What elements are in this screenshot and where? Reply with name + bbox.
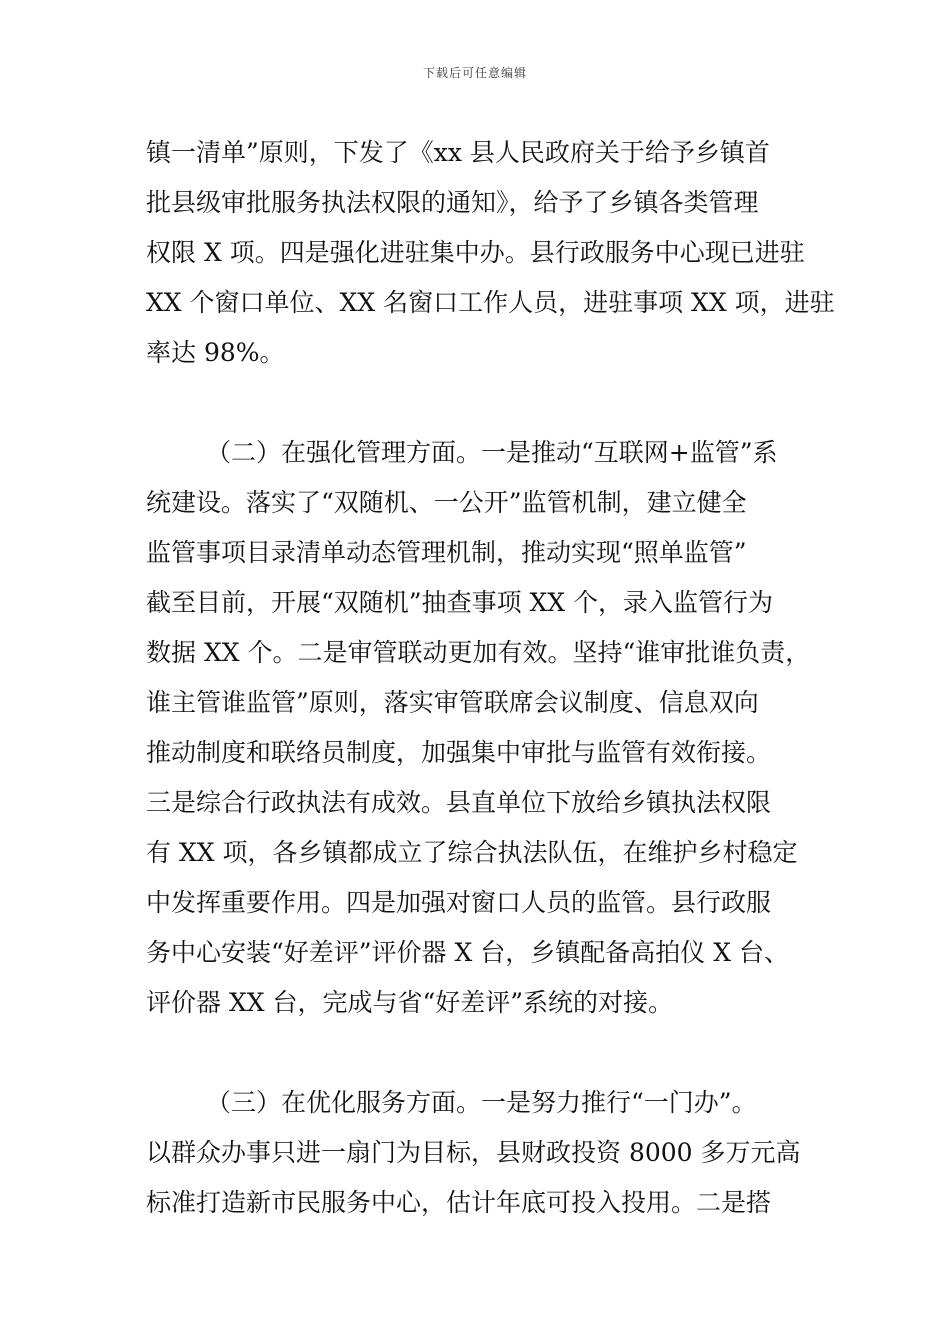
paragraph-2-line-1: （二）在强化管理方面。一是推动“互联网+监管”系 [206, 438, 778, 467]
paragraph-2-line-3: 监管事项目录清单动态管理机制，推动实现“照单监管” [146, 538, 747, 567]
paragraph-2-line-7: 推动制度和联络员制度，加强集中审批与监管有效衔接。 [146, 738, 772, 767]
paragraph-2-line-9: 有 XX 项，各乡镇都成立了综合执法队伍，在维护乡村稳定 [146, 838, 798, 867]
paragraph-2-line-4: 截至目前，开展“双随机”抽查事项 XX 个，录入监管行为 [146, 588, 774, 617]
paragraph-1-line-2: 批县级审批服务执法权限的通知》，给予了乡镇各类管理 [146, 188, 759, 217]
paragraph-1-line-5: 率达 98%。 [146, 338, 285, 367]
paragraph-1-line-3: 权限 X 项。四是强化进驻集中办。县行政服务中心现已进驻 [146, 238, 805, 267]
paragraph-1-line-4: XX 个窗口单位、XX 名窗口工作人员，进驻事项 XX 项，进驻 [146, 288, 835, 317]
document-body [146, 128, 835, 1228]
paragraph-2-line-2: 统建设。落实了“双随机、一公开”监管机制，建立健全 [146, 488, 747, 517]
paragraph-2-line-12: 评价器 XX 台，完成与省“好差评”系统的对接。 [146, 988, 674, 1017]
paragraph-2-line-6: 谁主管谁监管”原则，落实审管联席会议制度、信息双向 [146, 688, 759, 717]
paragraph-3-line-1: （三）在优化服务方面。一是努力推行“一门办”。 [206, 1088, 757, 1117]
paragraph-2-line-10: 中发挥重要作用。四是加强对窗口人员的监管。县行政服 [146, 888, 772, 917]
paragraph-spacer [146, 378, 816, 428]
paragraph-3-line-2: 以群众办事只进一扇门为目标，县财政投资 8000 多万元高 [146, 1138, 801, 1167]
paragraph-1-line-1: 镇一清单”原则，下发了《xx 县人民政府关于给予乡镇首 [146, 138, 770, 167]
paragraph-3-line-3: 标准打造新市民服务中心，估计年底可投入投用。二是搭 [146, 1188, 772, 1217]
paragraph-2-line-8: 三是综合行政执法有成效。县直单位下放给乡镇执法权限 [146, 788, 772, 817]
paragraph-2-line-11: 务中心安装“好差评”评价器 X 台，乡镇配备高拍仪 X 台、 [146, 938, 789, 967]
paragraph-spacer [146, 1028, 816, 1078]
page-header: 下载后可任意编辑 [422, 66, 527, 80]
paragraph-2-line-5: 数据 XX 个。二是审管联动更加有效。坚持“谁审批谁负责， [146, 638, 811, 667]
